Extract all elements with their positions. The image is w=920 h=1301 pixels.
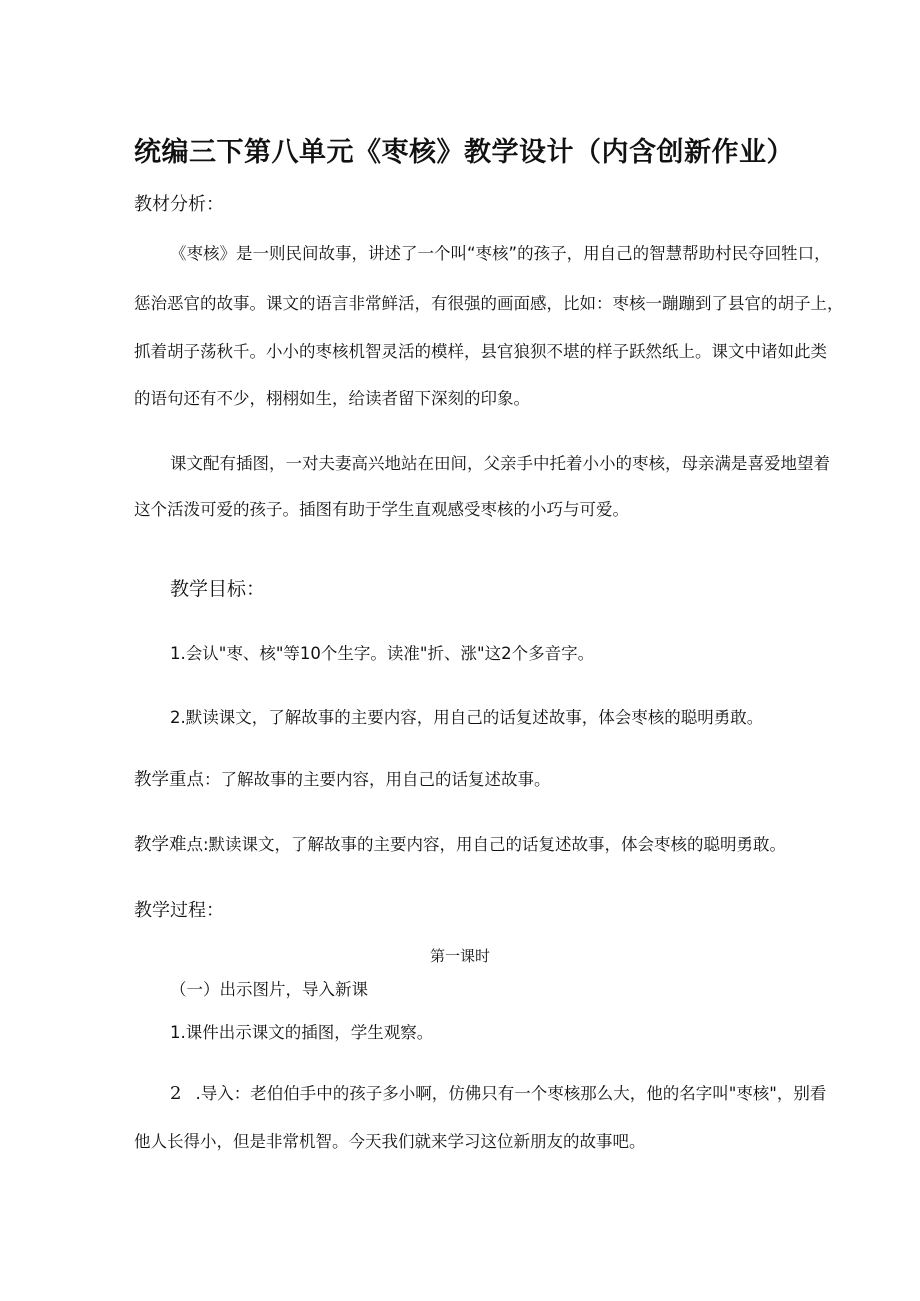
goal-item-1: 1.会认"枣、核"等10个生字。读准"折、涨"这2个多音字。 [170,644,595,663]
step-2-line2: 他人长得小，但是非常机智。今天我们就来学习这位新朋友的故事吧。 [134,1132,646,1151]
analysis-p2-line1: 课文配有插图，一对夫妻高兴地站在田间，父亲手中托着小小的枣核，母亲满是喜爱地望着 [170,454,830,473]
section-1-heading: （一）出示图片，导入新课 [170,980,368,999]
process-heading: 教学过程： [134,900,224,921]
goal-item-2: 2.默读课文，了解故事的主要内容，用自己的话复述故事，体会枣核的聪明勇敢。 [170,708,764,727]
goals-heading: 教学目标： [170,578,266,600]
lesson-label: 第一课时 [429,947,490,965]
analysis-p2-line2: 这个活泼可爱的孩子。插图有助于学生直观感受枣核的小巧与可爱。 [134,500,629,519]
key-point-paragraph [134,766,551,791]
analysis-heading: 教材分析： [134,194,224,215]
step-2-line1 [170,1080,826,1104]
document-title: 统编三下第八单元《枣核》教学设计（内含创新作业） [134,137,794,168]
analysis-p1-line1: 《枣核》是一则民间故事，讲述了一个叫“枣核”的孩子，用自己的智慧帮助村民夺回牲口， [170,244,831,263]
key-point-text: ：了解故事的主要内容，用自己的话复述故事。 [204,770,551,789]
difficulty-label: 教学难 [134,835,187,855]
analysis-p1-line3: 抓着胡子荡秋千。小小的枣核机智灵活的模样，县官狼狈不堪的样子跃然纸上。课文中诸如此类 [134,342,827,361]
difficulty-text: 点:默读课文，了解故事的主要内容，用自己的话复述故事，体会枣核的聪明勇敢。 [186,835,787,854]
analysis-p1-line4: 的语句还有不少，栩栩如生，给读者留下深刻的印象。 [134,389,530,408]
step-2-text: .导入：老伯伯手中的孩子多小啊，仿佛只有一个枣核那么大，他的名字叫"枣核"，别看 [195,1084,827,1103]
analysis-p1-line2: 惩治恶官的故事。课文的语言非常鲜活，有很强的画面感，比如：枣核一蹦蹦到了县官的胡子上， [134,294,844,313]
step-2-number: 2 [170,1083,182,1104]
step-1: 1.课件出示课文的插图，学生观察。 [170,1023,434,1042]
key-point-label: 教学重点 [134,770,204,790]
difficulty-paragraph [134,831,786,856]
